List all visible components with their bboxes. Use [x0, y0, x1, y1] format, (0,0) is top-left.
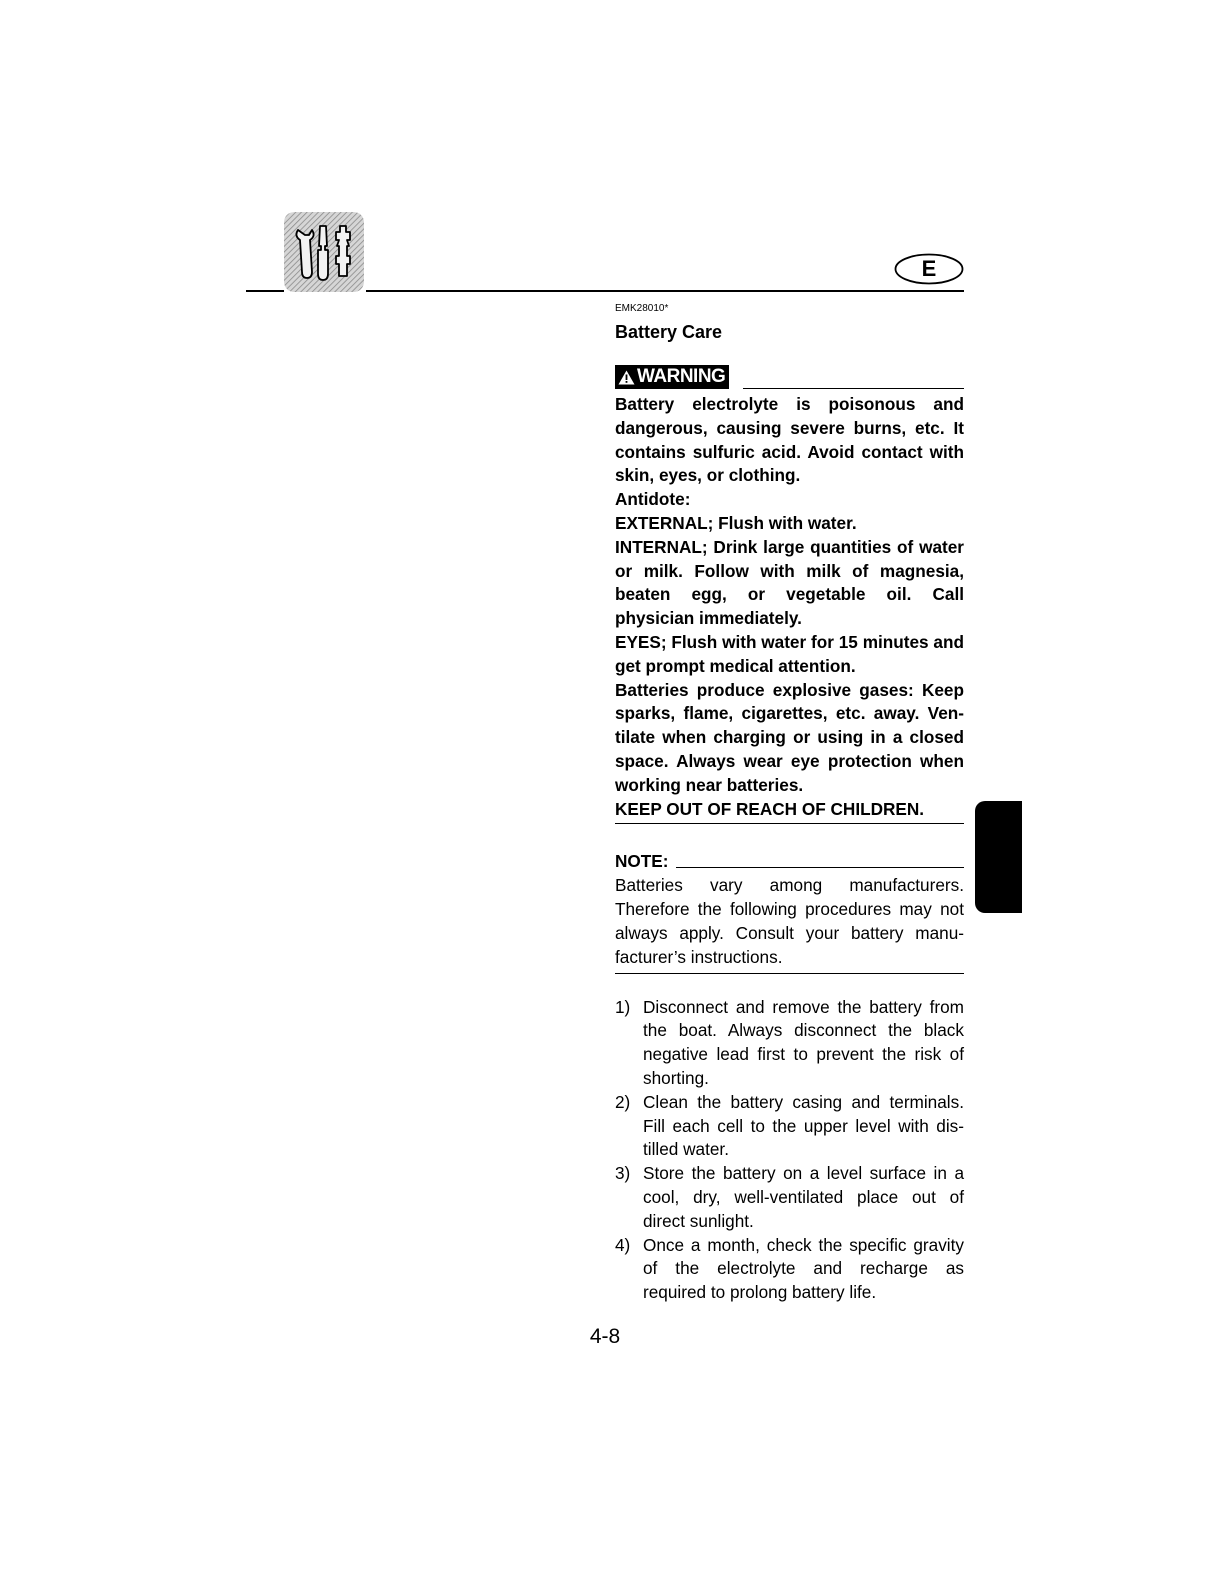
list-item [615, 1162, 964, 1233]
warning-paragraph: Battery electrolyte is poisonous and dangerous, causing severe burns, etc. It contains sulfuric acid. Avoid contact with skin, eyes, or clothing. [615, 394, 964, 486]
language-letter: E [921, 256, 937, 281]
note-header [615, 848, 964, 872]
note-bottom-rule [615, 973, 964, 974]
step-number: 4) [615, 1234, 631, 1255]
step-text: Store the battery on a level surface in a cool, dry, well-ventilated place out of direct sunlight. [643, 1163, 964, 1231]
warning-label [615, 365, 729, 389]
main-column [615, 302, 964, 1305]
list-item [615, 996, 964, 1091]
section-title: Battery Care [615, 322, 723, 342]
note-text: Batteries vary among manufacturers. Therefore the following procedures may not always apply. Consult your battery manufacturer’s instructions. [615, 875, 964, 967]
step-text: Disconnect and remove the battery from the boat. Always disconnect the black negative lead first to prevent the risk of shorting. [643, 996, 964, 1088]
step-number: 3) [615, 1163, 631, 1184]
list-item [615, 1091, 964, 1162]
section-code: EMK28010* [615, 303, 669, 314]
warning-paragraph: EYES; Flush with water for 15 minutes and get prompt medical attention. [615, 631, 964, 676]
warning-paragraph: EXTERNAL; Flush with water. [615, 512, 857, 533]
procedure-list [615, 996, 964, 1305]
header-rule-left [246, 290, 284, 292]
warning-triangle-icon [618, 370, 635, 385]
chapter-tab [975, 801, 1022, 913]
warning-paragraph: KEEP OUT OF REACH OF CHILDREN. [615, 798, 925, 819]
warning-label-text: WARNING [637, 366, 726, 387]
note-rule [676, 867, 964, 869]
list-item [615, 1234, 964, 1305]
language-badge [894, 253, 964, 285]
warning-body [615, 393, 964, 821]
warning-paragraph: INTERNAL; Drink large quantities of water or milk. Follow with milk of magnesia, beaten egg, or vegetable oil. Call physician immediately. [615, 536, 964, 629]
tools-icon [284, 212, 364, 292]
step-text: Once a month, check the specific gravity of the electrolyte and recharge as required to prolong battery life. [643, 1234, 964, 1303]
warning-header [615, 363, 964, 389]
step-number: 2) [615, 1091, 631, 1112]
header-rule-right [366, 290, 964, 292]
warning-paragraph: Antidote: [615, 489, 691, 510]
warning-bottom-rule [615, 823, 964, 824]
warning-paragraph: Batteries produce explosive gases: Keep sparks, flame, cigarettes, etc. away. Ventilate when charging or using in a closed space. Always wear eye protection when working near batteries. [615, 679, 964, 795]
page-number: 4-8 [589, 1325, 621, 1348]
warning-rule [743, 388, 964, 390]
note-label: NOTE: [615, 851, 669, 872]
step-text: Clean the battery casing and terminals. Fill each cell to the upper level with distilled water. [643, 1091, 964, 1160]
step-number: 1) [615, 996, 631, 1017]
